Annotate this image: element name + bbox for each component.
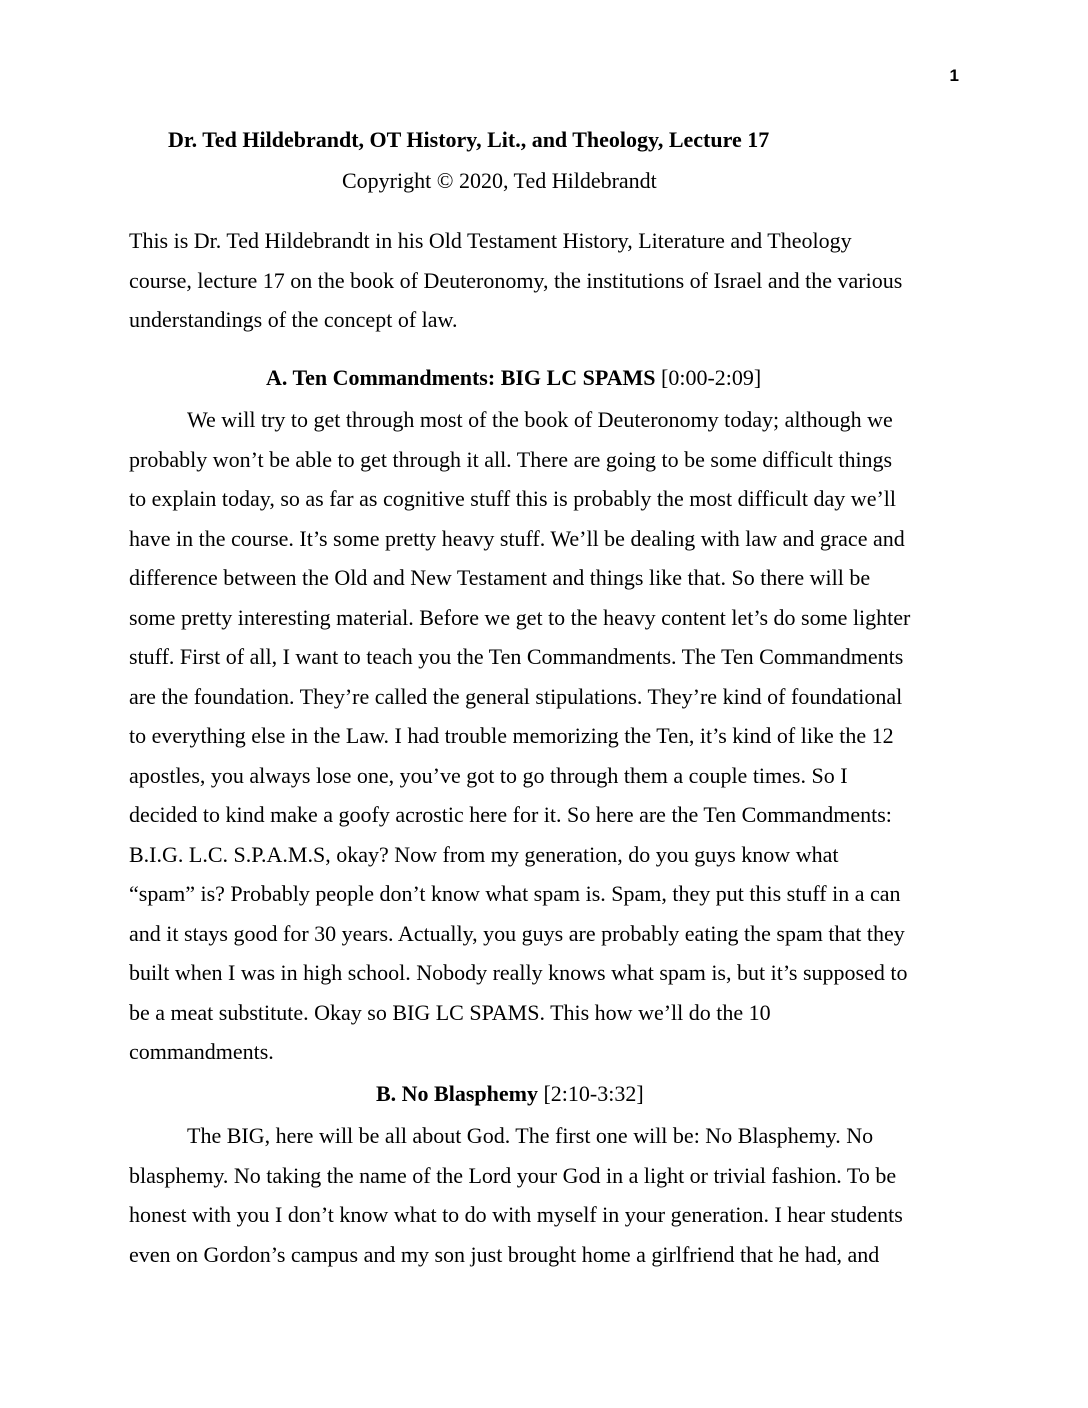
paragraph-line: apostles, you always lose one, you’ve got to go through them a couple times. So I (129, 762, 848, 788)
paragraph-line: difference between the Old and New Testament and things like that. So there will be (129, 565, 871, 590)
intro-line: understandings of the concept of law. (129, 307, 458, 332)
paragraph-line: stuff. First of all, I want to teach you the Ten Commandments. The Ten Commandments (129, 644, 904, 669)
section-a-paragraph (129, 400, 964, 1072)
section-a-title: A. Ten Commandments: BIG LC SPAMS (266, 365, 656, 390)
section-b-heading (376, 1081, 644, 1107)
paragraph-line: decided to kind make a goofy acrostic here for it. So here are the Ten Commandments: (129, 802, 892, 827)
paragraph-line: “spam” is? Probably people don’t know what spam is. Spam, they put this stuff in a can (129, 881, 901, 906)
section-a-heading (266, 365, 761, 391)
paragraph-line: B.I.G. L.C. S.P.A.M.S, okay? Now from my generation, do you guys know what (129, 841, 839, 867)
section-b-paragraph (129, 1116, 964, 1274)
lecture-title: Dr. Ted Hildebrandt, OT History, Lit., and Theology, Lecture 17 (168, 127, 770, 152)
paragraph-line: and it stays good for 30 years. Actually, you guys are probably eating the spam that they (129, 920, 905, 946)
paragraph-line: probably won’t be able to get through it all. There are going to be some difficult things (129, 446, 893, 472)
paragraph-line: some pretty interesting material. Before we get to the heavy content let’s do some lighter (129, 604, 911, 630)
paragraph-line: to explain today, so as far as cognitive stuff this is probably the most difficult day we’ll (129, 486, 897, 511)
paragraph-line: We will try to get through most of the book of Deuteronomy today; although we (187, 407, 893, 432)
copyright-line: Copyright © 2020, Ted Hildebrandt (342, 168, 657, 193)
paragraph-line: have in the course. It’s some pretty heavy stuff. We’ll be dealing with law and grace and (129, 525, 905, 551)
section-b-title: B. No Blasphemy (376, 1081, 538, 1106)
section-a-timestamp: [0:00-2:09] (655, 365, 762, 390)
paragraph-line: be a meat substitute. Okay so BIG LC SPAMS. This how we’ll do the 10 (129, 999, 771, 1025)
paragraph-line: built when I was in high school. Nobody really knows what spam is, but it’s supposed to (129, 960, 908, 985)
paragraph-line: are the foundation. They’re called the general stipulations. They’re kind of foundational (129, 683, 903, 709)
paragraph-line: blasphemy. No taking the name of the Lord your God in a light or trivial fashion. To be (129, 1162, 897, 1188)
paragraph-line: even on Gordon’s campus and my son just brought home a girlfriend that he had, and (129, 1241, 880, 1267)
intro-line: This is Dr. Ted Hildebrandt in his Old Testament History, Literature and Theology (129, 228, 852, 253)
paragraph-line: to everything else in the Law. I had trouble memorizing the Ten, it’s kind of like the 12 (129, 723, 894, 748)
paragraph-line: commandments. (129, 1039, 274, 1064)
section-b-timestamp: [2:10-3:32] (537, 1081, 644, 1106)
paragraph-line: honest with you I don’t know what to do with myself in your generation. I hear students (129, 1202, 903, 1227)
paragraph-line: The BIG, here will be all about God. The first one will be: No Blasphemy. No (187, 1123, 874, 1148)
intro-line: course, lecture 17 on the book of Deuteronomy, the institutions of Israel and the various (129, 267, 903, 293)
page-number: 1 (949, 66, 959, 85)
intro-paragraph (129, 221, 964, 340)
